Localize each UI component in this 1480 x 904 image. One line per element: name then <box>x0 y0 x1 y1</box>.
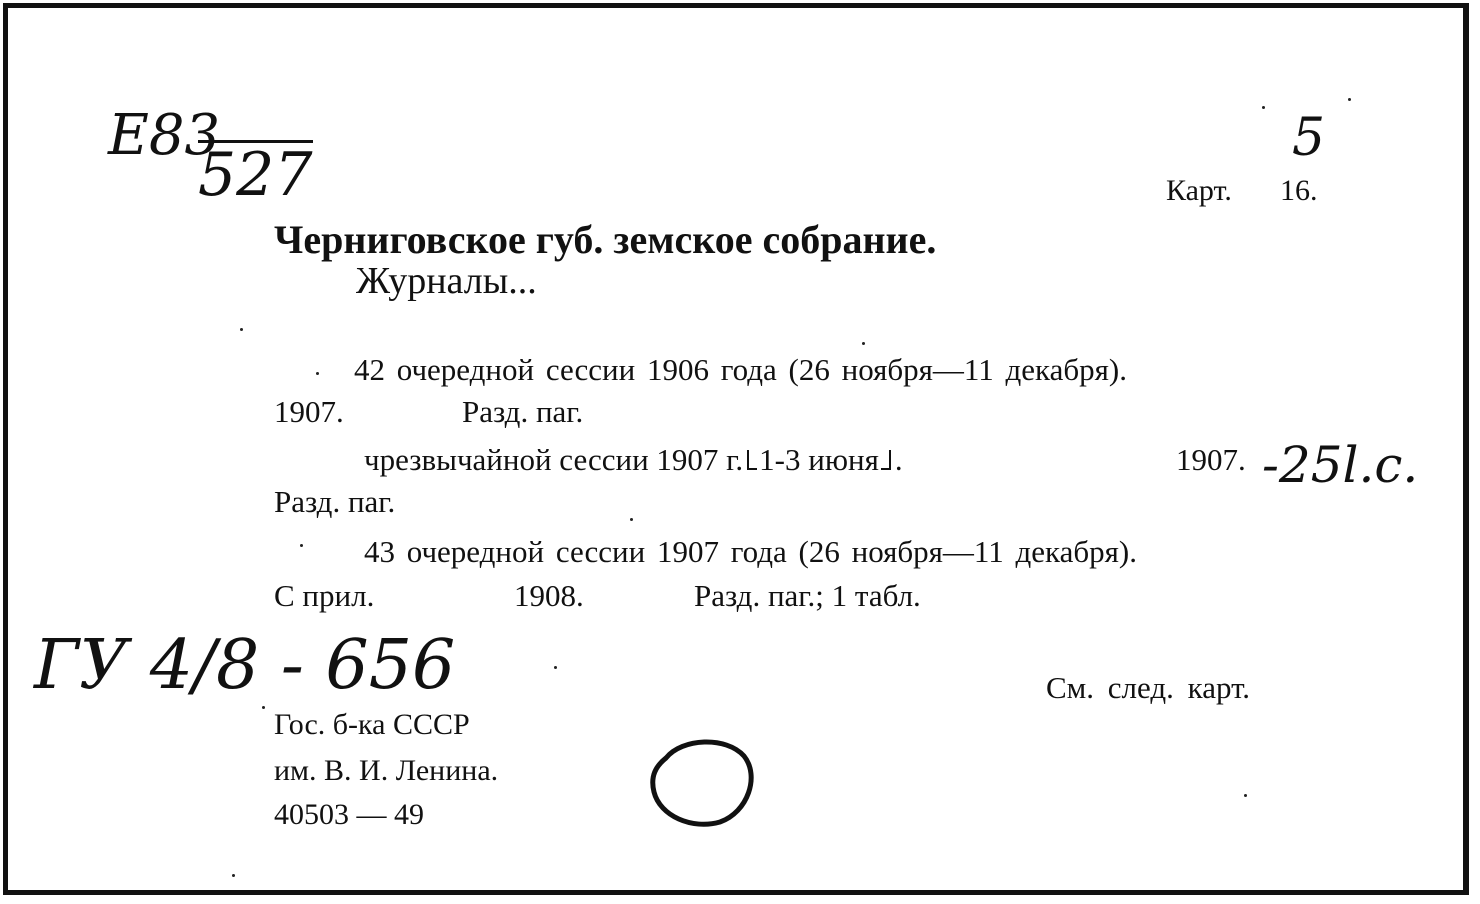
card-number: 16. <box>1280 174 1318 207</box>
speck <box>232 874 235 877</box>
entry3-pagination: Разд. паг.; 1 табл. <box>694 578 921 613</box>
card-label: Карт. <box>1166 174 1232 207</box>
shelfmark-number: 527 <box>198 140 313 210</box>
record-title: Черниговское губ. земское собрание. <box>274 217 937 262</box>
hand-drawn-oval <box>648 736 758 828</box>
shelfmark-prefix: E83 <box>108 103 221 168</box>
close-bracket <box>881 450 891 470</box>
speck <box>262 706 265 709</box>
bottom-code: ГУ 4/8 - 656 <box>34 626 456 705</box>
speck <box>240 328 243 331</box>
entry1-line1: 42 очередной сессии 1906 года (26 ноября—11 декабря). <box>354 352 1127 387</box>
library-line1: Гос. б-ка СССР <box>274 708 470 741</box>
price-note: -25l.c. <box>1262 436 1419 494</box>
speck <box>630 518 633 521</box>
library-line2: им. В. И. Ленина. <box>274 754 499 787</box>
entry3-year: 1908. <box>514 578 584 613</box>
entry2-text: чрезвычайной сессии 1907 г. <box>364 442 744 477</box>
print-code: 40503 — 49 <box>274 798 424 831</box>
card-corner-number: 5 <box>1292 108 1326 168</box>
open-bracket <box>747 450 757 470</box>
record-subtitle: Журналы... <box>356 260 537 302</box>
speck <box>862 342 865 345</box>
entry2-year: 1907. <box>1176 442 1246 477</box>
entry2-pagination: Разд. паг. <box>274 484 396 519</box>
entry1-year: 1907. <box>274 394 344 429</box>
speck <box>1262 106 1265 109</box>
entry2-dates: 1-3 июня <box>759 442 879 477</box>
speck <box>1348 98 1351 101</box>
entry2-line1: чрезвычайной сессии 1907 г. 1-3 июня . <box>364 442 903 477</box>
entry1-pagination: Разд. паг. <box>462 394 584 429</box>
see-next-card: См. след. карт. <box>1046 670 1251 705</box>
speck <box>316 372 319 375</box>
entry3-line1: 43 очередной сессии 1907 года (26 ноября—11 декабря). <box>364 534 1137 569</box>
speck <box>554 666 557 669</box>
speck <box>1244 794 1247 797</box>
speck <box>300 544 303 547</box>
entry3-appendix: С прил. <box>274 578 375 613</box>
